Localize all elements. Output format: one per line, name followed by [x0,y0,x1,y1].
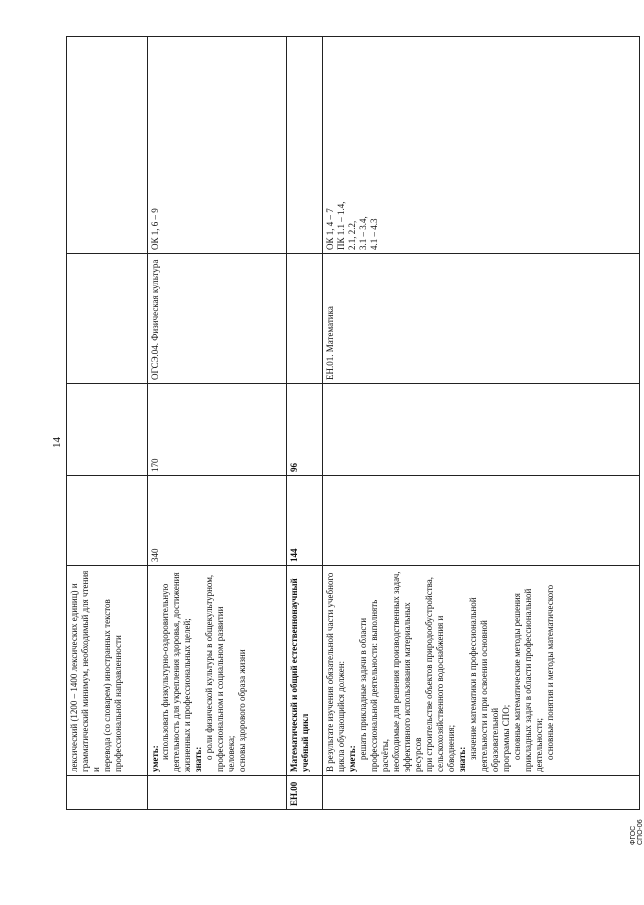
hours-max-cell: 144 [287,476,323,566]
discipline-cell: ЕН.01. Математика [323,254,640,384]
hours-class-cell: 96 [287,384,323,476]
row-content-cell [147,566,287,776]
hours-class-cell [67,384,148,476]
page-number: 14 [51,437,63,448]
content-line: жизненных и профессиональных целей; [182,618,193,772]
content-line: о роли физической культуры в общекультурном, [204,574,215,760]
hours-max-cell [323,476,640,566]
content-line: грамматический минимум, необходимый для чтения и [79,570,101,772]
content-line: значение математики в профессиональной [467,597,478,760]
table-row [67,37,148,810]
content-line: профессиональной направленности [112,635,123,772]
competency-line: 4.1 – 4.3 [369,218,380,250]
content-line: лексический (1200 – 1400 лексических единиц) и [69,583,79,772]
content-line: цикла обучающийся должен: [336,660,347,772]
footer-code: ФГОС СПО-06 [630,819,644,845]
content-heading: знать: [456,746,467,772]
table-row [323,37,640,810]
row-content-cell [287,566,323,776]
content-line: основные понятия и методы математического [544,584,555,760]
discipline-cell [67,254,148,384]
table-row [147,37,287,810]
content-line: программы СПО; [500,704,511,772]
competencies-cell: ОК 1, 6 – 9 [147,37,287,254]
hours-class-cell: 170 [147,384,287,476]
hours-max-cell: 340 [147,476,287,566]
content-line: основы здорового образа жизни [237,649,248,772]
content-line: профессиональном и социальном развитии человека; [215,606,237,772]
content-line: деятельности; [533,717,544,772]
competency-line: ПК 1.1 – 1.4, [336,201,347,250]
competencies-cell [323,37,640,254]
discipline-cell [287,254,323,384]
content-heading: уметь: [347,745,358,772]
competency-line: ОК 1, 4 – 7 [325,208,336,250]
discipline-cell: ОГСЭ.04. Физическая культура [147,254,287,384]
row-index-cell: ЕН.00 [287,776,323,810]
content-line: использовать физкультурно-оздоровительную [160,583,171,760]
content-heading: знать: [193,746,204,772]
competency-line: 3.1 – 3.4, [358,216,369,250]
competencies-cell [67,37,148,254]
content-line: основные математические методы решения [511,593,522,760]
content-line: необходимые для решения производственных задач, [391,571,402,772]
content-line: решать прикладные задачи в области [358,617,369,760]
row-content-cell [67,566,148,776]
row-index-cell [323,776,640,810]
content-line: учебный цикл [300,713,311,772]
content-heading: уметь: [149,745,160,772]
content-line: сельскохозяйственного водоснабжения и обводнения; [434,615,456,772]
hours-max-cell [67,476,148,566]
content-line: Математический и общий естественнонаучный [289,578,300,772]
content-line: деятельности и при освоении основной образовательной [478,620,500,772]
row-content-cell [323,566,640,776]
curriculum-table [66,36,640,810]
hours-class-cell [323,384,640,476]
content-line: эффективного использования материальных ресурсов [402,602,424,772]
content-line: прикладных задач в области профессиональной [522,588,533,772]
content-line: перевода (со словарем) иностранных текстов [101,599,112,772]
competency-line: 2.1, 2.2, [347,220,358,250]
content-line: профессиональной деятельности: выполнять расчёты, [369,599,391,772]
content-line: при строительстве объектов природообустройства, [424,576,435,772]
curriculum-table-wrapper [66,37,640,810]
row-index-cell [67,776,148,810]
row-index-cell [147,776,287,810]
content-line: деятельность для укрепления здоровья, достижения [171,572,182,772]
competencies-cell [287,37,323,254]
table-row [287,37,323,810]
content-line: В результате изучения обязательной части учебного [325,572,336,772]
